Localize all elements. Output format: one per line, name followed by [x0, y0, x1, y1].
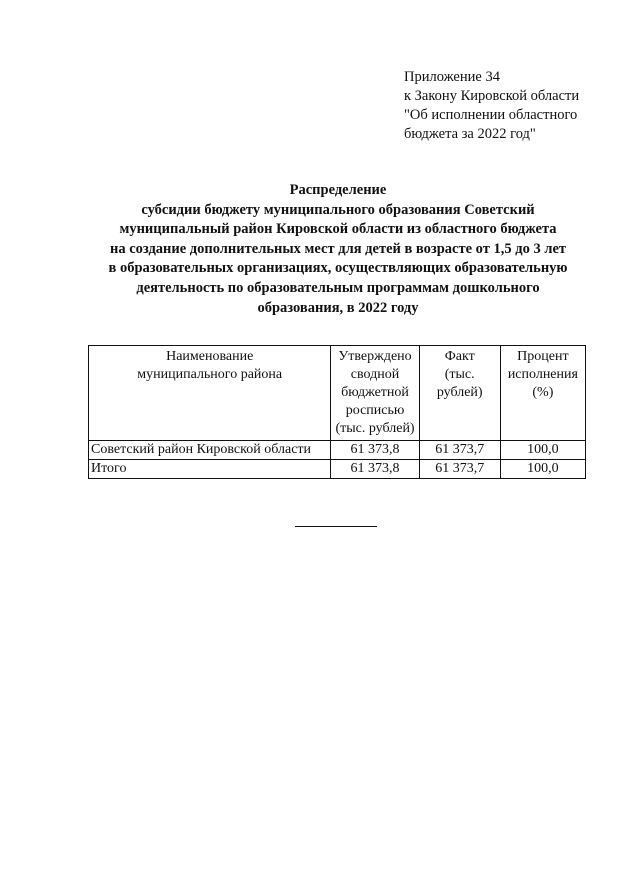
header-approved: Утверждено сводной бюджетной росписью (тыс. рублей)	[331, 346, 419, 441]
end-divider	[295, 526, 377, 527]
table-row	[89, 441, 586, 460]
appendix-line: к Закону Кировской области	[404, 88, 580, 104]
cell-fact: 61 373,7	[419, 441, 500, 460]
cell-name: Итого	[89, 460, 331, 479]
title-line: в образовательных организациях, осуществляющих образовательную	[108, 260, 568, 277]
title-line: деятельность по образовательным программам дошкольного	[136, 279, 540, 296]
title-line: на создание дополнительных мест для детей в возрасте от 1,5 до 3 лет	[109, 240, 567, 257]
cell-name: Советский район Кировской области	[89, 441, 331, 460]
document-title	[70, 181, 606, 318]
title-line: субсидии бюджету муниципального образования Советский	[141, 201, 535, 218]
header-fact: Факт (тыс. рублей)	[419, 346, 500, 441]
budget-table	[88, 345, 586, 479]
table-header-row	[89, 346, 586, 441]
header-percent: Процент исполнения (%)	[500, 346, 585, 441]
cell-percent: 100,0	[500, 441, 585, 460]
title-line: образования, в 2022 году	[257, 299, 419, 316]
appendix-reference	[404, 68, 624, 144]
table-row-total	[89, 460, 586, 479]
header-name: Наименование муниципального района	[89, 346, 331, 441]
cell-approved: 61 373,8	[331, 441, 419, 460]
cell-approved: 61 373,8	[331, 460, 419, 479]
cell-fact: 61 373,7	[419, 460, 500, 479]
appendix-line: бюджета за 2022 год"	[404, 126, 536, 142]
title-line: Распределение	[289, 182, 387, 198]
appendix-line: Приложение 34	[404, 69, 500, 85]
appendix-line: "Об исполнении областного	[404, 107, 578, 123]
title-line: муниципальный район Кировской области из областного бюджета	[119, 221, 557, 238]
cell-percent: 100,0	[500, 460, 585, 479]
